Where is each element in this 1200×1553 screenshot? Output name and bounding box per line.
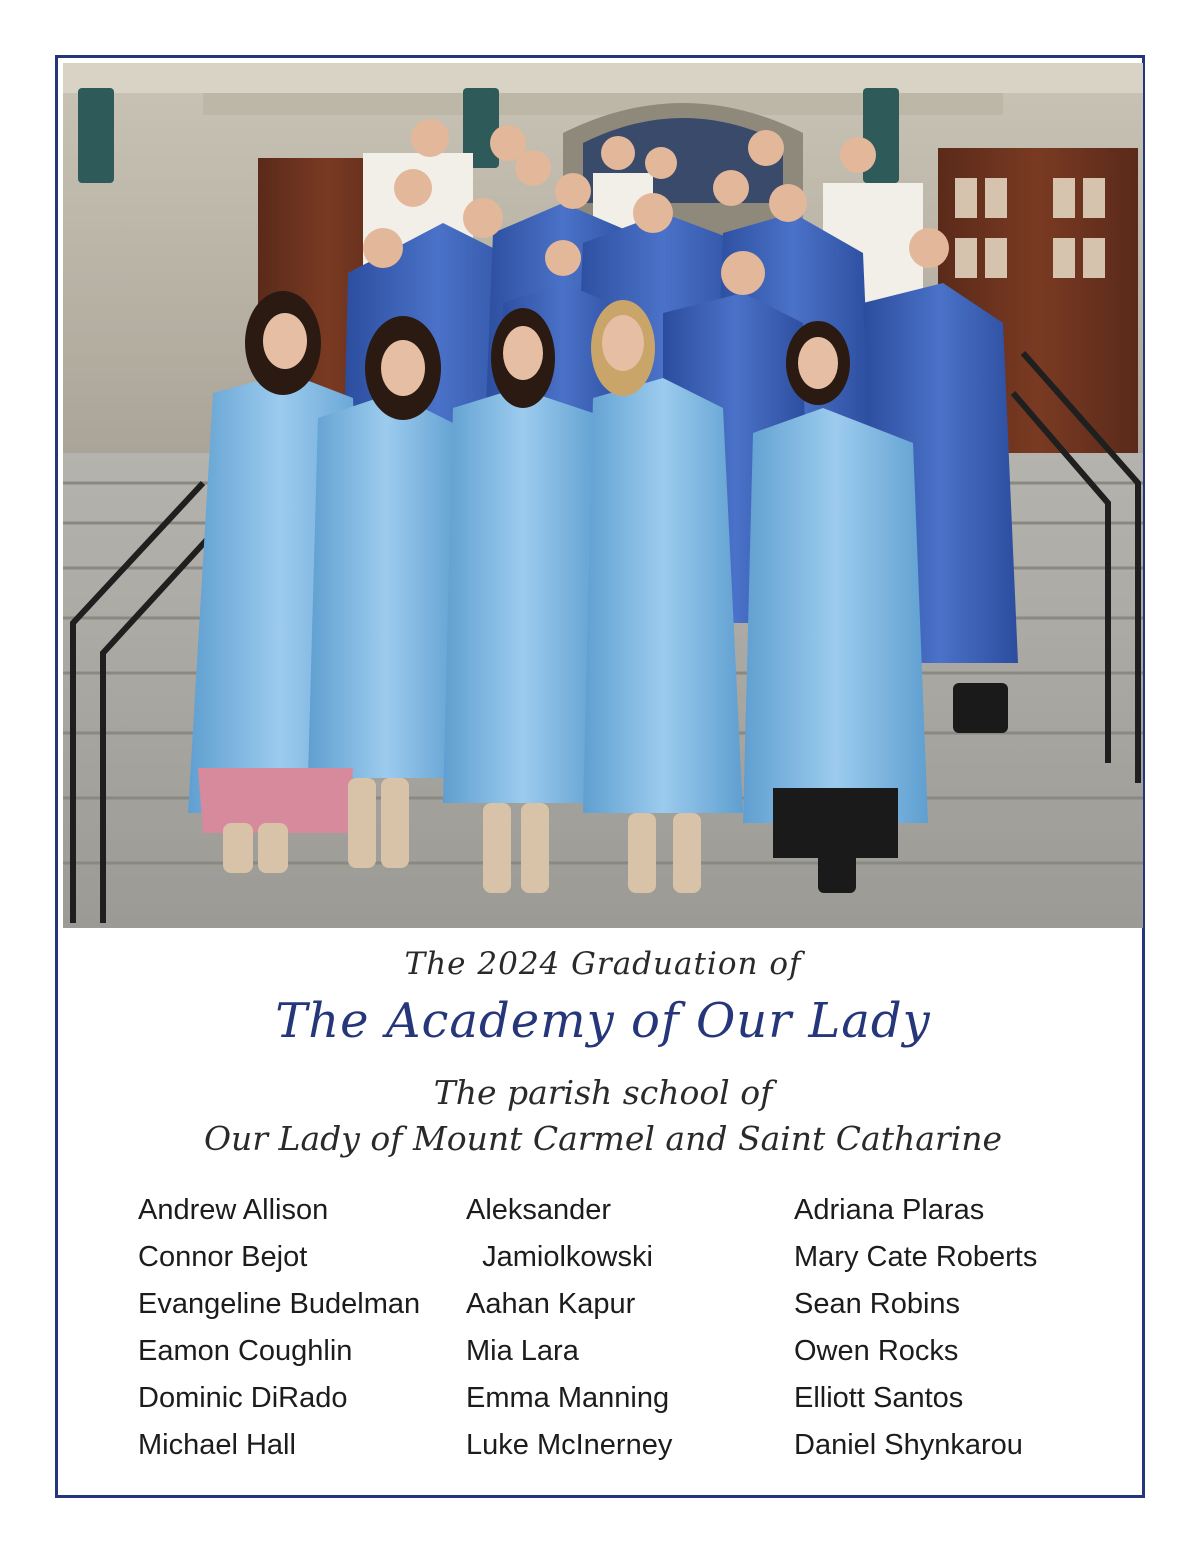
graduate-name: Aahan Kapur bbox=[466, 1288, 636, 1320]
graduate-name: Elliott Santos bbox=[794, 1382, 964, 1414]
names-column-1 bbox=[138, 1187, 420, 1469]
graduate-name: Sean Robins bbox=[794, 1288, 961, 1320]
parish-name: Our Lady of Mount Carmel and Saint Catharine bbox=[203, 1119, 1003, 1158]
parish-subtitle: The parish school of bbox=[433, 1073, 773, 1112]
names-column-2 bbox=[466, 1187, 672, 1469]
graduate-name: Mia Lara bbox=[466, 1335, 579, 1367]
graduate-name: Michael Hall bbox=[138, 1429, 296, 1461]
graduate-name: Mary Cate Roberts bbox=[794, 1241, 1038, 1273]
graduate-name: Aleksander bbox=[466, 1194, 612, 1226]
graduate-name: Connor Bejot bbox=[138, 1241, 308, 1273]
graduation-photo bbox=[63, 63, 1143, 928]
graduate-name: Owen Rocks bbox=[794, 1335, 959, 1367]
names-column-3 bbox=[794, 1187, 1037, 1469]
graduate-name: Dominic DiRado bbox=[138, 1382, 348, 1414]
graduate-name: Eamon Coughlin bbox=[138, 1335, 353, 1367]
graduate-name: Luke McInerney bbox=[466, 1429, 673, 1461]
graduate-name: Daniel Shynkarou bbox=[794, 1429, 1023, 1461]
graduate-name: Evangeline Budelman bbox=[138, 1288, 421, 1320]
graduate-name: Adriana Plaras bbox=[794, 1194, 985, 1226]
graduate-name: Jamiolkowski bbox=[466, 1241, 653, 1273]
graduate-name: Emma Manning bbox=[466, 1382, 670, 1414]
school-name-title: The Academy of Our Lady bbox=[275, 993, 931, 1049]
graduation-year-heading: The 2024 Graduation of bbox=[404, 946, 802, 982]
graduate-name: Andrew Allison bbox=[138, 1194, 329, 1226]
